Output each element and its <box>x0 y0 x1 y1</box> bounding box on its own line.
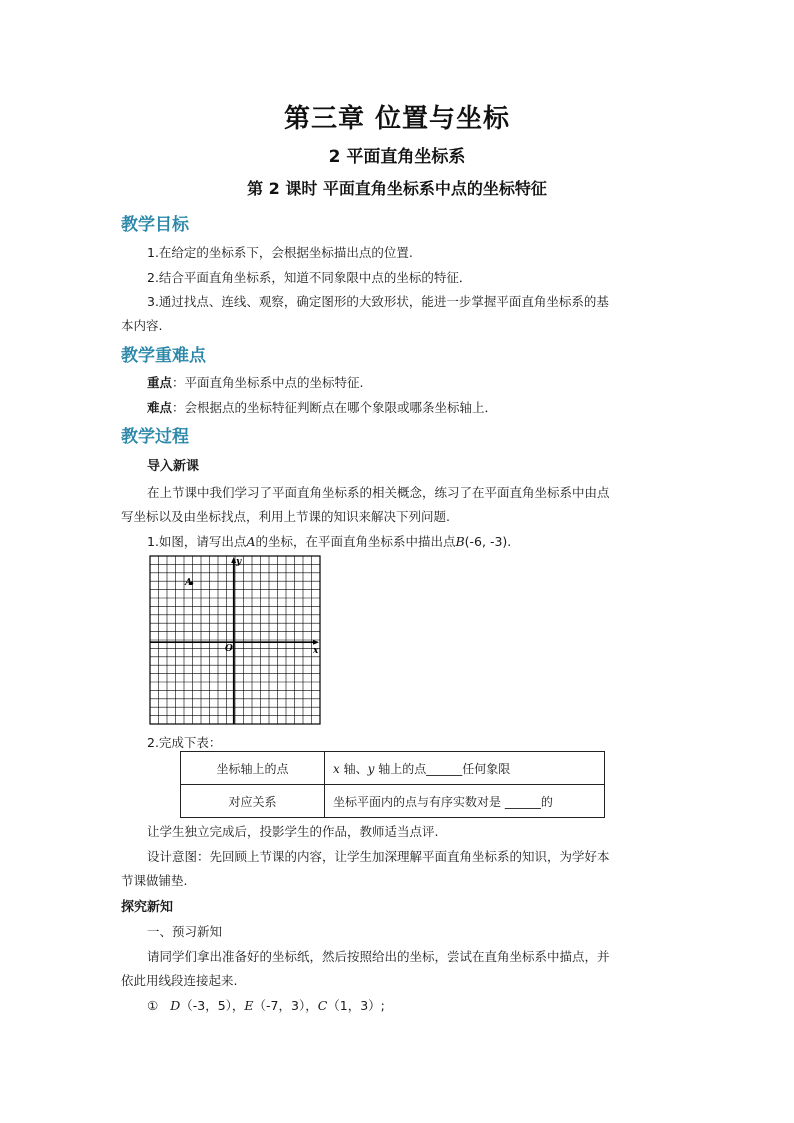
key-point-text: ：平面直角坐标系中点的坐标特征. <box>172 375 364 390</box>
item-number: ① <box>147 998 159 1013</box>
intro-line-2: 写坐标以及由坐标找点，利用上节课的知识来解决下列问题. <box>121 509 450 524</box>
intro-line-1: 在上节课中我们学习了平面直角坐标系的相关概念，练习了在平面直角坐标系中由点 <box>147 485 610 500</box>
point-e-name: E <box>244 998 254 1013</box>
goal-item-3-line2: 本内容. <box>121 318 163 333</box>
key-point-label: 重点 <box>147 375 173 390</box>
point-d-name: D <box>170 998 181 1013</box>
table-cell-x: x <box>333 761 340 776</box>
fill-in-table <box>180 751 605 818</box>
question-1-var-b: B <box>455 534 465 549</box>
explore-heading: 探究新知 <box>121 900 174 915</box>
explore-instr-line-1: 请同学们拿出准备好的坐标纸，然后按照给出的坐标，尝试在直角坐标系中描点，并 <box>147 949 610 964</box>
process-heading: 教学过程 <box>121 427 189 447</box>
question-1-coords: (-6, -3). <box>464 534 512 549</box>
goals-heading: 教学目标 <box>121 215 189 235</box>
difficult-point <box>147 398 497 416</box>
explore-sub-1: 一、预习新知 <box>147 924 223 939</box>
point-d-coords: （-3，5）， <box>180 998 245 1013</box>
chapter-title: 第三章 位置与坐标 <box>283 104 511 134</box>
table-cell-r1c2-text: 轴上的点______任何象限 <box>374 761 511 776</box>
difficult-point-text: ：会根据点的坐标特征判断点在哪个象限或哪条坐标轴上． <box>172 400 498 415</box>
question-1-prefix: 1.如图，请写出点 <box>147 534 247 549</box>
question-1 <box>147 532 511 550</box>
keypoints-heading: 教学重难点 <box>121 346 206 366</box>
question-2: 2.完成下表： <box>147 735 222 750</box>
table-cell-r1c2 <box>325 752 605 785</box>
x-axis-label: x <box>313 646 319 656</box>
table-cell-sep: 轴、 <box>339 761 368 776</box>
lesson-title: 第 2 课时 平面直角坐标系中点的坐标特征 <box>247 179 547 198</box>
explore-item-1 <box>147 996 385 1014</box>
key-point <box>147 373 364 391</box>
grid-lines <box>150 556 320 724</box>
table-row <box>181 785 605 818</box>
table-cell-r1c1: 坐标轴上的点 <box>181 752 325 785</box>
question-1-var-a: A <box>246 534 256 549</box>
coordinate-grid <box>148 554 324 726</box>
difficult-point-label: 难点 <box>147 400 173 415</box>
intro-heading: 导入新课 <box>147 459 200 474</box>
after-table-line: 让学生独立完成后，投影学生的作品，教师适当点评. <box>147 824 439 839</box>
section-title: 2 平面直角坐标系 <box>328 147 466 167</box>
question-1-middle: 的坐标，在平面直角坐标系中描出点 <box>255 534 456 549</box>
table-cell-y: y <box>367 761 375 776</box>
point-e-coords: （-7，3）， <box>253 998 318 1013</box>
table-cell-r2c1: 对应关系 <box>181 785 325 818</box>
table-cell-r2c2: 坐标平面内的点与有序实数对是 ______的 <box>325 785 605 818</box>
point-c-coords: （1，3）; <box>327 998 385 1013</box>
origin-label: O <box>225 644 233 654</box>
point-a-label: A <box>185 578 192 588</box>
goal-item-3-line1: 3.通过找点、连线、观察，确定图形的大致形状，能进一步掌握平面直角坐标系的基 <box>147 294 609 309</box>
design-intent-line-2: 节课做铺垫. <box>121 873 188 888</box>
design-intent-line-1: 设计意图：先回顾上节课的内容，让学生加深理解平面直角坐标系的知识，为学好本 <box>147 849 610 864</box>
x-axis-arrow <box>313 640 319 645</box>
y-axis-label: y <box>236 557 242 567</box>
point-c-name: C <box>317 998 328 1013</box>
goal-item-2: 2.结合平面直角坐标系，知道不同象限中点的坐标的特征． <box>147 270 472 285</box>
table-row <box>181 752 605 785</box>
explore-instr-line-2: 依此用线段连接起来. <box>121 973 238 988</box>
goal-item-1: 1.在给定的坐标系下，会根据坐标描出点的位置. <box>147 245 413 260</box>
